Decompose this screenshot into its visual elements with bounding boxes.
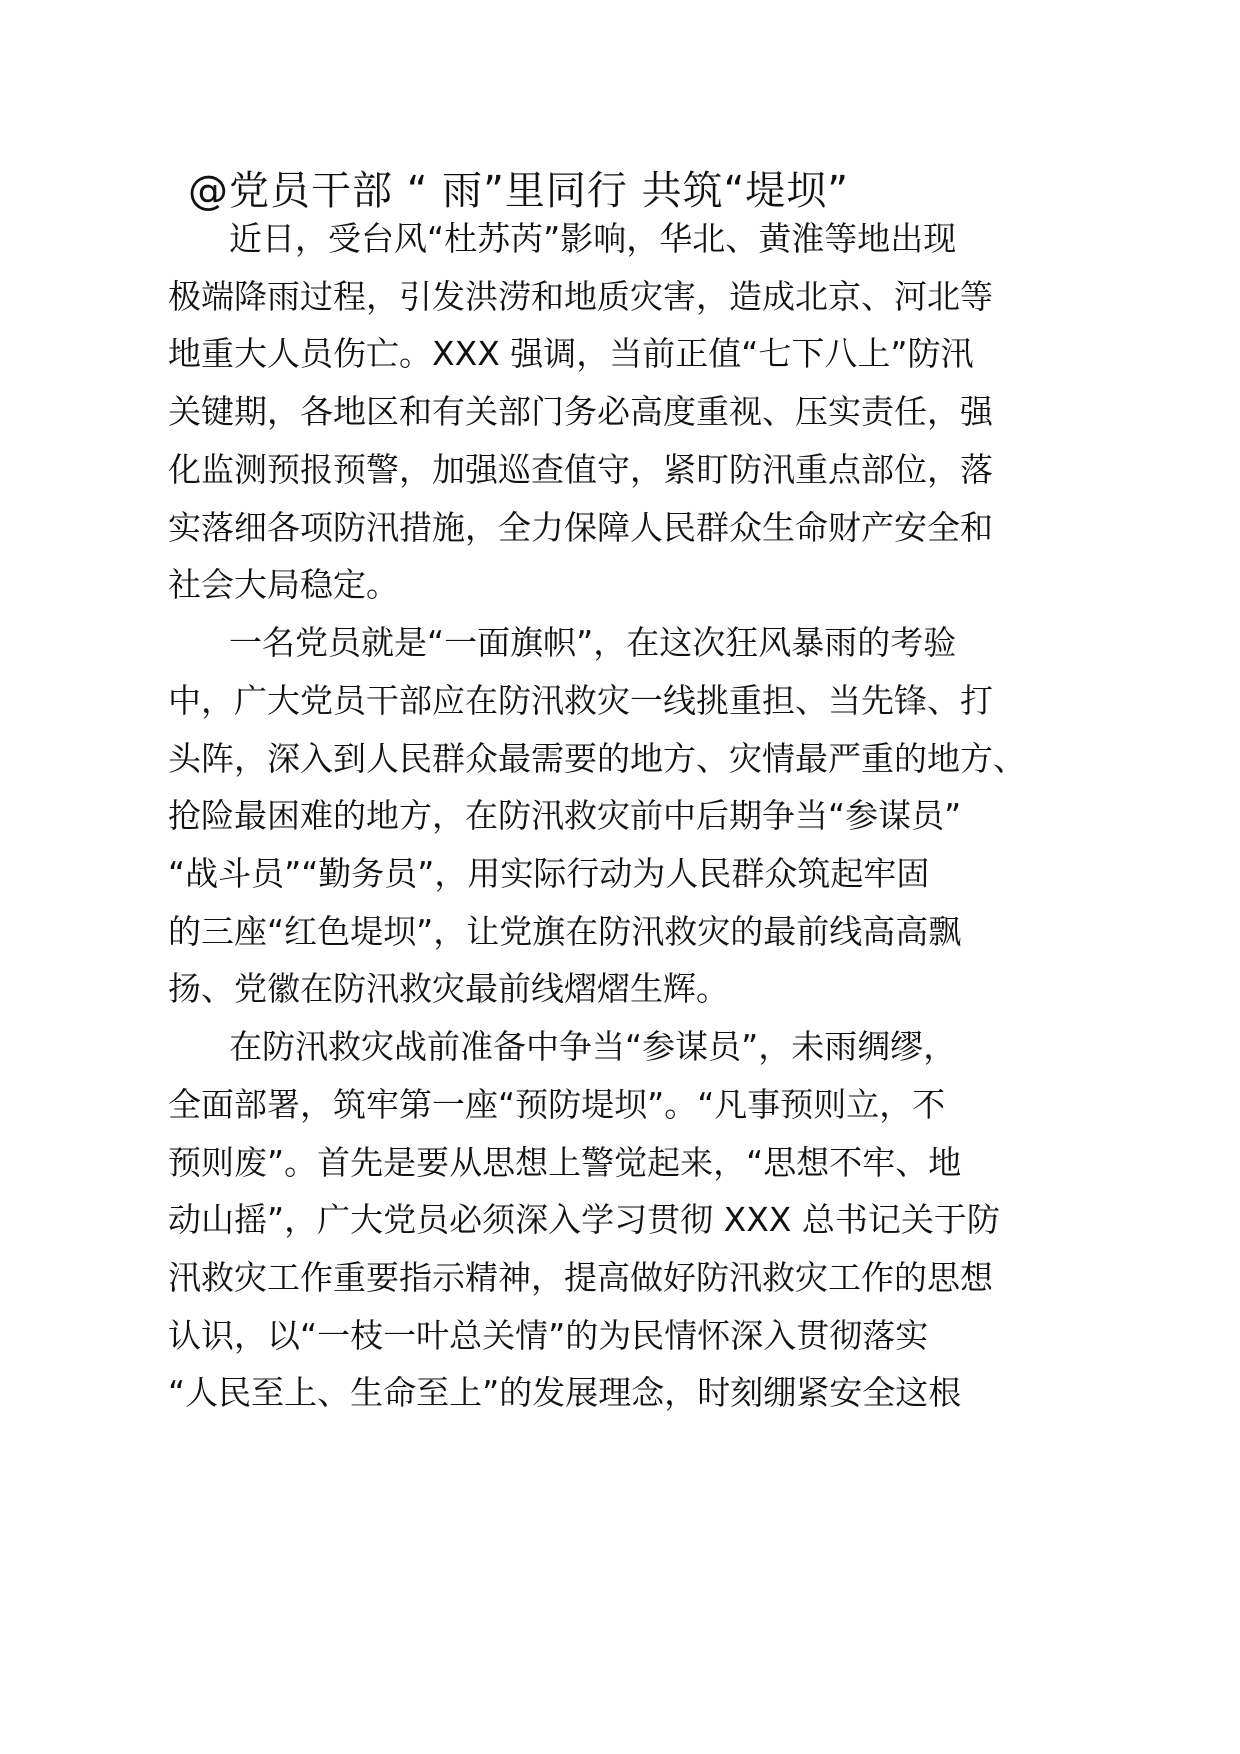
body-line-11: 抢险最困难的地方，在防汛救灾前中后期争当“参谋员” — [168, 796, 962, 835]
body-line-1: 近日，受台风“杜苏芮”影响，华北、黄淮等地出现 — [229, 219, 957, 258]
body-line-8: 一名党员就是“一面旗帜”，在这次狂风暴雨的考验 — [229, 623, 957, 662]
body-line-6: 实落细各项防汛措施，全力保障人民群众生命财产安全和 — [168, 508, 993, 547]
body-line-13: 的三座“红色堤坝”，让党旗在防汛救灾的最前线高高飘 — [168, 912, 962, 951]
document-title: @党员干部 “ 雨”里同行 共筑“堤坝” — [188, 168, 850, 214]
body-line-12: “战斗员”“勤务员”，用实际行动为人民群众筑起牢固 — [168, 854, 930, 893]
body-line-18: 动山摇”，广大党员必须深入学习贯彻 XXX 总书记关于防 — [168, 1200, 1000, 1239]
body-line-5: 化监测预报预警，加强巡查值守，紧盯防汛重点部位，落 — [168, 450, 993, 489]
body-line-4: 关键期，各地区和有关部门务必高度重视、压实责任，强 — [168, 392, 993, 431]
body-line-3: 地重大人员伤亡。XXX 强调，当前正值“七下八上”防汛 — [168, 334, 974, 373]
body-line-10: 头阵，深入到人民群众最需要的地方、灾情最严重的地方、 — [168, 739, 1026, 778]
body-line-17: 预则废”。首先是要从思想上警觉起来，“思想不牢、地 — [168, 1143, 962, 1182]
body-line-14: 扬、党徽在防汛救灾最前线熠熠生辉。 — [168, 969, 729, 1008]
body-line-7: 社会大局稳定。 — [168, 565, 399, 604]
body-line-15: 在防汛救灾战前准备中争当“参谋员”，未雨绸缪， — [229, 1027, 957, 1066]
body-line-19: 汛救灾工作重要指示精神，提高做好防汛救灾工作的思想 — [168, 1258, 993, 1297]
body-line-16: 全面部署，筑牢第一座“预防堤坝”。“凡事预则立，不 — [168, 1085, 946, 1124]
body-line-2: 极端降雨过程，引发洪涝和地质灾害，造成北京、河北等 — [168, 277, 993, 316]
body-line-21: “人民至上、生命至上”的发展理念，时刻绷紧安全这根 — [168, 1373, 962, 1412]
body-line-20: 认识，以“一枝一叶总关情”的为民情怀深入贯彻落实 — [168, 1316, 929, 1355]
body-line-9: 中，广大党员干部应在防汛救灾一线挑重担、当先锋、打 — [168, 681, 993, 720]
